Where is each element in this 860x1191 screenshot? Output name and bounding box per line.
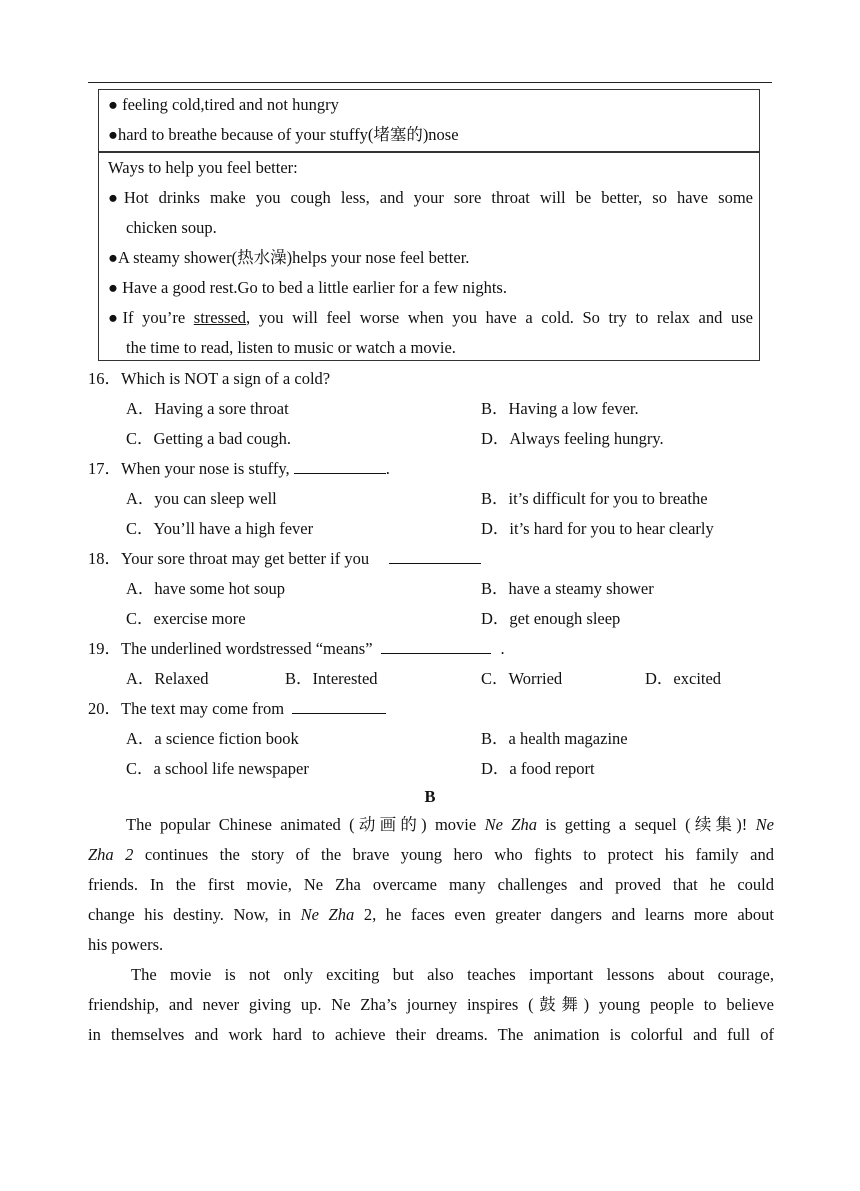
question-18: 18．Your sore throat may get better if you: [88, 544, 481, 574]
answer-blank[interactable]: [381, 635, 491, 654]
option-a[interactable]: A．you can sleep well: [126, 489, 277, 508]
option-c[interactable]: C．a school life newspaper: [126, 759, 309, 778]
paragraph-line: The movie is not only exciting but also teaches important lessons about courage,: [131, 965, 774, 984]
option-c[interactable]: C．Getting a bad cough.: [126, 429, 291, 448]
option-b[interactable]: B．have a steamy shower: [481, 579, 654, 598]
option-d[interactable]: D．it’s hard for you to hear clearly: [481, 519, 714, 538]
option-b[interactable]: B．Having a low fever.: [481, 399, 639, 418]
section-heading: B: [424, 787, 436, 806]
tip-line: ● Have a good rest.Go to bed a little earlier for a few nights.: [108, 278, 507, 297]
option-c[interactable]: C．You’ll have a high fever: [126, 519, 314, 538]
paragraph-line: friends. In the first movie, Ne Zha overcame many challenges and proved that he could: [88, 875, 774, 894]
option-b[interactable]: B．a health magazine: [481, 729, 628, 748]
option-d[interactable]: D．Always feeling hungry.: [481, 429, 664, 448]
paragraph-line: friendship, and never giving up. Ne Zha’s journey inspires (鼓舞) young people to believe: [88, 995, 774, 1014]
passage-paragraph-1: [88, 810, 774, 960]
tip-line: ●If you’re stressed, you will feel worse when you have a cold. So try to relax and use: [108, 308, 753, 327]
tip-line: ●A steamy shower(热水澡)helps your nose feel better.: [108, 248, 470, 267]
paragraph-line: change his destiny. Now, in Ne Zha 2, he faces even greater dangers and learns more about: [88, 905, 775, 924]
answer-blank[interactable]: [294, 455, 386, 474]
underlined-word: stressed: [193, 308, 247, 327]
tip-line: chicken soup.: [126, 218, 217, 237]
option-d[interactable]: D．a food report: [481, 759, 595, 778]
question-17: 17．When your nose is stuffy, .: [88, 454, 390, 484]
option-a[interactable]: A．have some hot soup: [126, 579, 286, 598]
symptom-line: ● feeling cold,tired and not hungry: [108, 95, 339, 114]
tip-line: the time to read, listen to music or watch a movie.: [126, 338, 456, 357]
tip-line: ●Hot drinks make you cough less, and your sore throat will be better, so have some: [108, 188, 753, 207]
option-a[interactable]: A．a science fiction book: [126, 729, 299, 748]
question-19: 19．The underlined wordstressed “means” .: [88, 634, 505, 664]
option-b[interactable]: B．it’s difficult for you to breathe: [481, 489, 708, 508]
question-20: 20．The text may come from: [88, 694, 386, 724]
option-b[interactable]: B．Interested: [285, 669, 378, 688]
paragraph-line: in themselves and work hard to achieve their dreams. The animation is colorful and full of: [88, 1025, 774, 1044]
option-c[interactable]: C．exercise more: [126, 609, 246, 628]
header-rule: [88, 82, 772, 83]
tips-box: [98, 152, 760, 361]
symptoms-box: [98, 89, 760, 152]
option-a[interactable]: A．Having a sore throat: [126, 399, 289, 418]
passage-paragraph-2: [88, 960, 774, 1050]
paragraph-line: The popular Chinese animated (动画的) movie Ne Zha is getting a sequel (续集)! Ne: [126, 815, 774, 834]
option-d[interactable]: D．get enough sleep: [481, 609, 621, 628]
paragraph-line: his powers.: [88, 935, 164, 954]
option-d[interactable]: D．excited: [645, 669, 722, 688]
option-a[interactable]: A．Relaxed: [126, 669, 209, 688]
tips-heading: Ways to help you feel better:: [108, 158, 298, 177]
question-16: 16．Which is NOT a sign of a cold?: [88, 369, 331, 388]
answer-blank[interactable]: [389, 545, 481, 564]
answer-blank[interactable]: [292, 695, 386, 714]
paragraph-line: Zha 2 continues the story of the brave young hero who fights to protect his family and: [88, 845, 774, 864]
symptom-line: ●hard to breathe because of your stuffy(堵塞的)nose: [108, 125, 459, 144]
option-c[interactable]: C．Worried: [481, 669, 563, 688]
